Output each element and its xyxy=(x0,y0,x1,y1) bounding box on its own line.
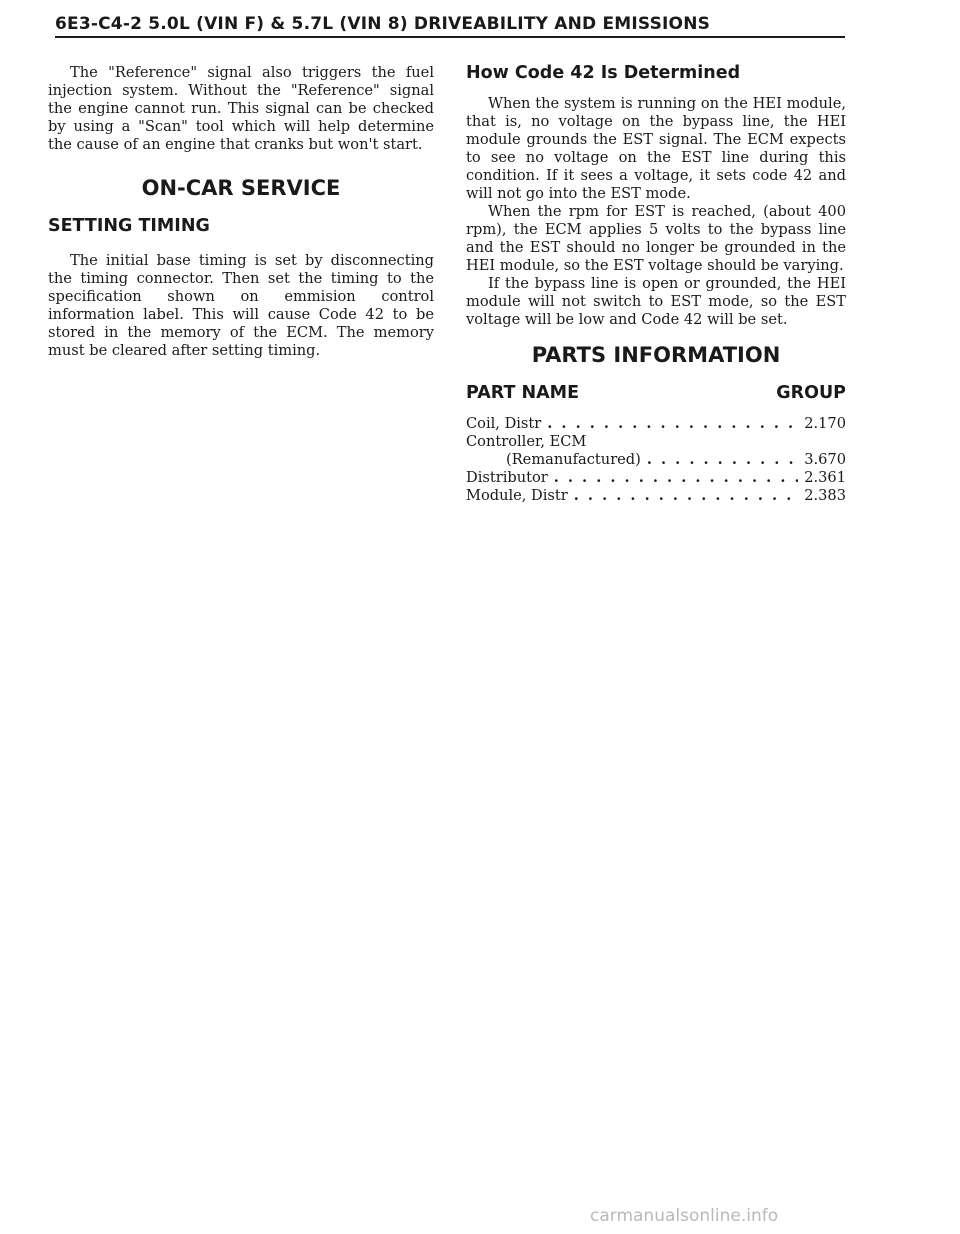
dot-leader xyxy=(547,415,798,433)
part-group: 2.383 xyxy=(804,487,846,504)
dot-leader xyxy=(554,469,798,487)
dot-leader xyxy=(647,451,798,469)
part-name: Controller, ECM xyxy=(466,433,587,450)
right-column xyxy=(466,64,846,505)
code42-paragraph-2: When the rpm for EST is reached, (about 400 rpm), the ECM applies 5 volts to the bypass line and the EST should no longer be grounded in the HEI module, so the EST voltage should be varying. xyxy=(466,203,846,274)
setting-timing-heading: SETTING TIMING xyxy=(48,216,210,236)
part-name-column-header: PART NAME xyxy=(466,383,580,403)
part-group: 2.361 xyxy=(804,469,846,486)
code42-paragraph-3: If the bypass line is open or grounded, the HEI module will not switch to EST mode, so the EST voltage will be low and Code 42 will be set. xyxy=(466,275,846,328)
setting-timing-paragraph: The initial base timing is set by disconnecting the timing connector. Then set the timing to the specification shown on emmision control information label. This will cause Code 42 to be stored in the memory of the ECM. The memory must be cleared after setting timing. xyxy=(48,252,434,359)
left-column xyxy=(48,64,434,360)
part-name: Coil, Distr xyxy=(466,415,542,432)
dot-leader xyxy=(574,487,798,505)
intro-paragraph: The "Reference" signal also triggers the fuel injection system. Without the "Reference" signal the engine cannot run. This signal can be checked by using a "Scan" tool which will help determine the cause of an engine that cranks but won't start. xyxy=(48,64,434,153)
group-column-header: GROUP xyxy=(776,383,846,403)
site-watermark: carmanualsonline.info xyxy=(590,1206,779,1226)
part-row xyxy=(466,451,846,469)
part-name: (Remanufactured) xyxy=(506,451,641,468)
header-title: 6E3-C4-2 5.0L (VIN F) & 5.7L (VIN 8) DRIVEABILITY AND EMISSIONS xyxy=(55,14,711,34)
parts-table-header xyxy=(466,383,846,403)
code42-heading: How Code 42 Is Determined xyxy=(466,63,741,83)
parts-information-heading: PARTS INFORMATION xyxy=(531,343,781,367)
page-header xyxy=(55,14,845,38)
on-car-service-heading: ON-CAR SERVICE xyxy=(141,176,341,200)
part-name: Module, Distr xyxy=(466,487,568,504)
part-group: 3.670 xyxy=(804,451,846,468)
parts-list xyxy=(466,415,846,505)
part-row xyxy=(466,415,846,433)
part-row xyxy=(466,433,846,451)
code42-paragraph-1: When the system is running on the HEI module, that is, no voltage on the bypass line, the HEI module grounds the EST signal. The ECM expects to see no voltage on the EST line during this condition. If it sees a voltage, it sets code 42 and will not go into the EST mode. xyxy=(466,95,846,202)
part-row xyxy=(466,469,846,487)
part-name: Distributor xyxy=(466,469,548,486)
part-row xyxy=(466,487,846,505)
part-group: 2.170 xyxy=(804,415,846,432)
